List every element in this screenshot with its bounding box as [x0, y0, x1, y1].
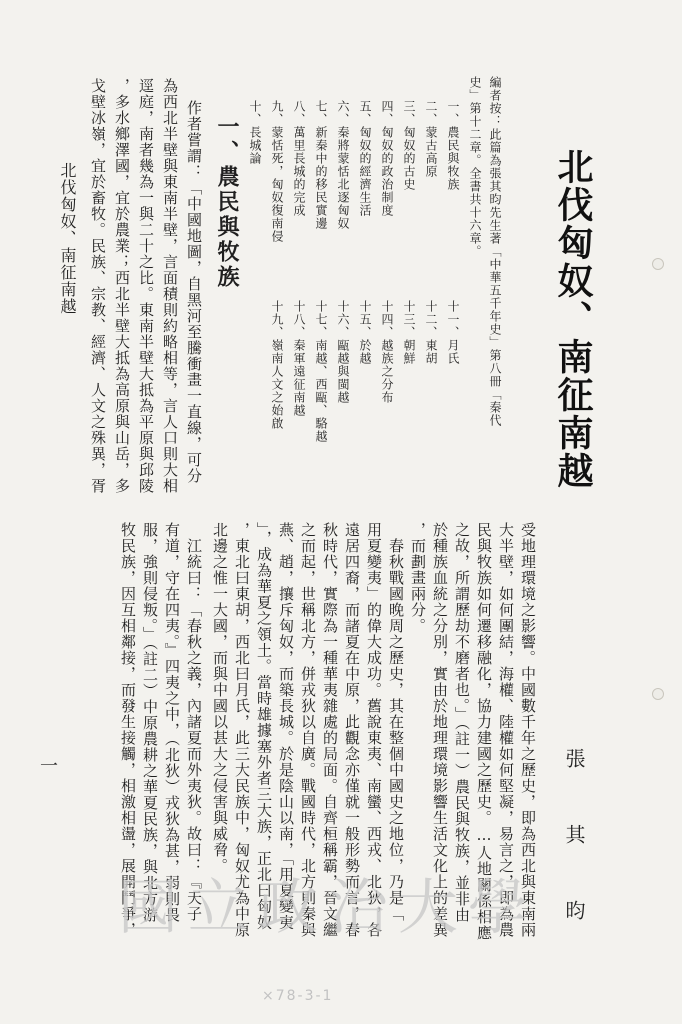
watermark: 國立政治大學 — [118, 873, 538, 943]
body-line: 用夏變夷」的偉大成功。舊說東夷、南蠻、西戎、北狄，各 — [365, 522, 383, 938]
toc-item: 十八、秦軍遠征南越 — [292, 300, 306, 417]
punch-hole — [652, 258, 664, 270]
body-line: ，而劃畫兩分。 — [409, 522, 427, 634]
body-line: 秋時代，實際為一種華夷雜處的局面。自齊桓稱霸，晉文繼 — [321, 522, 339, 938]
toc-item: 十三、朝鮮 — [402, 300, 416, 365]
running-title: 北伐匈奴、南征南越 — [58, 162, 77, 315]
editor-note-line: 史」第十二章。全書共十六章。 — [468, 76, 482, 258]
toc-item: 九、蒙恬死，匈奴復南侵 — [270, 100, 284, 243]
body-line: 之而起，世稱北方，併戎狄以自廣。戰國時代，北方則秦與 — [299, 522, 317, 938]
body-line: 為西北半壁與東南半壁，言面積則約略相等，言人口則大相 — [161, 78, 179, 494]
toc-item: 十六、甌越與閩越 — [336, 300, 350, 404]
body-line: 燕、趙，攘斥匈奴，而築長城。於是陰山以南，「用夏變夷 — [277, 522, 295, 931]
body-line: 」，成為華夏之領土。當時雄據塞外者三大族，正北曰匈奴 — [255, 522, 273, 931]
body-line: ，多水鄉澤國，宜於農業；西北半壁大抵為高原與山岳，多 — [113, 78, 131, 494]
toc-item: 四、匈奴的政治制度 — [380, 100, 394, 217]
body-line: 遠居四裔，而諸夏在中原，此觀念亦僅就一般形勢而言，春 — [343, 522, 361, 938]
body-line: 服，強則侵叛。」（註二）中原農耕之華夏民族，與北方游 — [141, 522, 159, 923]
body-line: 牧民族，因互相鄰接，而發生接觸，相激相盪，展開鬥爭， — [119, 522, 137, 938]
body-line: 戈壁冰嶺，宜於畜牧。民族、宗教、經濟、人文之殊異，胥 — [89, 78, 107, 494]
body-line: ，東北曰東胡，西北曰月氏，此三大民族中，匈奴尤為中原 — [233, 522, 251, 938]
toc-item: 二、蒙古高原 — [424, 100, 438, 178]
body-line: 作者嘗謂：「中國地圖，自黑河至騰衝畫一直線，可分 — [185, 100, 203, 484]
toc-item: 五、匈奴的經濟生活 — [358, 100, 372, 217]
toc-item: 十、長城論 — [248, 100, 262, 165]
toc-item: 十一、月氏 — [446, 300, 460, 365]
body-line: 春秋戰國晚周之歷史，其在整個中國史之地位，乃是「 — [387, 522, 405, 922]
section-heading: 一、農民與牧族 — [214, 115, 240, 290]
page-title: 北伐匈奴、南征南越 — [552, 148, 594, 490]
editor-note-line: 編者按：此篇為張其昀先生著「中華五千年史」第八冊「秦代 — [488, 76, 502, 427]
toc-item: 七、新秦中的移民實邊 — [314, 100, 328, 230]
body-line: 大半壁，如何團結，海權、陸權如何堅凝，易言之，即為農 — [497, 522, 515, 938]
author-name: 張 其 昀 — [562, 748, 586, 936]
toc-item: 十七、南越、西甌、駱越 — [314, 300, 328, 443]
body-line: 受地理環境之影響。中國數千年之歷史，即為西北與東南兩 — [519, 522, 537, 938]
body-line: 民與牧族如何遷移融化，協力建國之歷史。…人地關係相應 — [475, 522, 493, 941]
toc-item: 六、秦將蒙恬北逐匈奴 — [336, 100, 350, 230]
pencil-mark: ×78-3-1 — [262, 988, 334, 1004]
body-line: 之故，所謂歷劫不磨者也。」（註一）農民與牧族，並非由 — [453, 522, 471, 923]
toc-item: 八、萬里長城的完成 — [292, 100, 306, 217]
body-line: 逕庭，南者幾為一與二十之比。東南半壁大抵為平原與邱陵 — [137, 78, 155, 494]
toc-item: 十九、嶺南人文之始啟 — [270, 300, 284, 430]
toc-item: 三、匈奴的古史 — [402, 100, 416, 191]
punch-hole — [652, 688, 664, 700]
toc-item: 一、農民與牧族 — [446, 100, 460, 191]
body-line: 於種族血統之分別，實由於地理環境影響生活文化上的差異 — [431, 522, 449, 938]
page-number: 一 — [37, 756, 58, 774]
toc-item: 十五、於越 — [358, 300, 372, 365]
body-line: 北邊之惟一大國，而與中國以甚大之侵害與威脅。 — [211, 522, 229, 874]
body-line: 有道，守在四夷。』四夷之中，（北狄）戎狄為甚，弱則畏 — [163, 522, 181, 923]
body-line: 江統曰：「春秋之義，內諸夏而外夷狄。故曰：『天子 — [185, 522, 203, 922]
toc-item: 十四、越族之分布 — [380, 300, 394, 404]
toc-item: 十二、東胡 — [424, 300, 438, 365]
